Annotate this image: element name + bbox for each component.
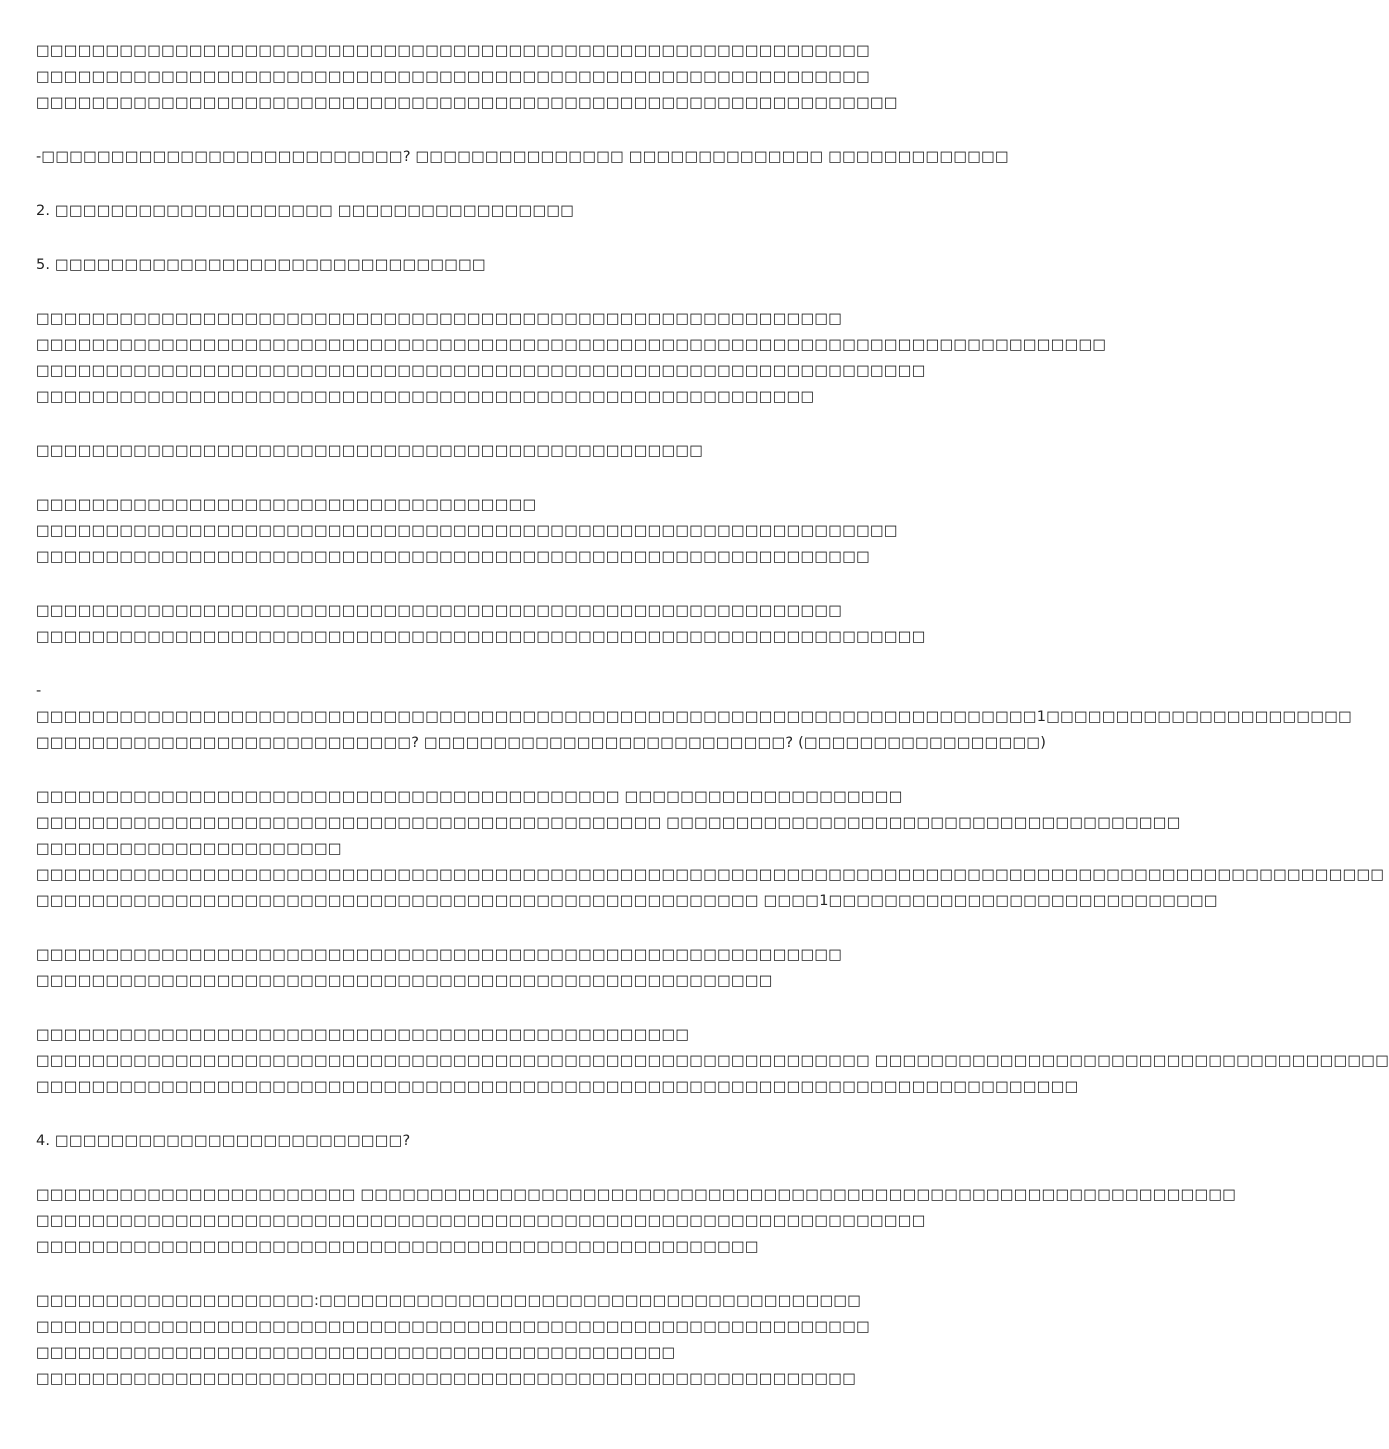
- text-line: □□□□□□□□□□□□□□□□□□□□□□: [36, 841, 342, 857]
- text-line: □□□□□□□□□□□□□□□□□□□□□□□□□□□□□□□□□□□□□□□□□□ □□□□□□□□□□□□□□□□□□□□: [36, 789, 903, 805]
- text-line: □□□□□□□□□□□□□□□□□□□□□□□□□□□□□□□□□□□□□□□□□□□□□□□□□□□□□□□□□□□□□□□□: [36, 1213, 926, 1229]
- text-line: □□□□□□□□□□□□□□□□□□□□□□□□□□□□□□□□□□□□□□□□□□□□□ □□□□□□□□□□□□□□□□□□□□□□□□□□□□□□□□□□□□□: [36, 815, 1181, 831]
- text-line: 5. □□□□□□□□□□□□□□□□□□□□□□□□□□□□□□□: [36, 257, 486, 273]
- text-line: □□□□□□□□□□□□□□□□□□□□□□□□□□□□□□□□□□□□□□□□□□□□□□: [36, 1345, 676, 1361]
- text-line: 4. □□□□□□□□□□□□□□□□□□□□□□□□□?: [36, 1133, 411, 1149]
- text-line: □□□□□□□□□□□□□□□□□□□□□□□□□□□□□□□□□□□□□□□□□□□□□□□□□□□□ □□□□1□□□□□□□□□□□□□□□□□□□□□□□□□□□□: [36, 893, 1218, 909]
- paragraph: [36, 198, 988, 224]
- text-line: □□□□□□□□□□□□□□□□□□□□□□□□□□□□□□□□□□□□□□□□□□□□□□□□□□□□□□□□□□□□ □□□□□□□□□□□□□□□□□□□□□□□□□□□□□□□□□□□□□: [36, 1053, 1389, 1069]
- paragraph: [36, 252, 988, 278]
- paragraph: [36, 784, 1385, 914]
- paragraph: [36, 1022, 1389, 1100]
- text-line: □□□□□□□□□□□□□□□□□□□□□□□□□□□□□□□□□□□□□□□□□□□□□□□: [36, 1027, 690, 1043]
- text-line: □□□□□□□□□□□□□□□□□□□□□□□□□□□□□□□□□□□□□□□□□□□□□□□□□□□□□□□□□□: [36, 603, 843, 619]
- text-line: □□□□□□□□□□□□□□□□□□□□□□□ □□□□□□□□□□□□□□□□□□□□□□□□□□□□□□□□□□□□□□□□□□□□□□□□□□□□□□□□□□□□□□□: [36, 1187, 1237, 1203]
- text-line: □□□□□□□□□□□□□□□□□□□□□□□□□□□□□□□□□□□□□□□□□□□□□□□□: [36, 443, 704, 459]
- text-line: □□□□□□□□□□□□□□□□□□□□□□□□□□□□□□□□□□□□□□□□□□□□□□□□□□□□: [36, 1239, 759, 1255]
- paragraph: [36, 1182, 1237, 1260]
- text-line: □□□□□□□□□□□□□□□□□□□□□□□□□□□□□□□□□□□□□□□□□□□□□□□□□□□□□□□□□□□□□□: [36, 95, 898, 111]
- text-line: □□□□□□□□□□□□□□□□□□□□□□□□□□□□□□□□□□□□: [36, 497, 537, 513]
- paragraph: [36, 678, 1353, 756]
- text-line: □□□□□□□□□□□□□□□□□□□□□□□□□□□□□□□□□□□□□□□□□□□□□□□□□□□□□□□□□□□□: [36, 69, 870, 85]
- paragraph: [36, 1128, 988, 1154]
- text-line: □□□□□□□□□□□□□□□□□□□□:□□□□□□□□□□□□□□□□□□□□□□□□□□□□□□□□□□□□□□□: [36, 1293, 862, 1309]
- text-line: □□□□□□□□□□□□□□□□□□□□□□□□□□□□□□□□□□□□□□□□□□□□□□□□□□□□□□□□□□□□□□□□□□□□□□□□□□□: [36, 1079, 1079, 1095]
- text-line: □□□□□□□□□□□□□□□□□□□□□□□□□□□□□□□□□□□□□□□□□□□□□□□□□□□□□□□□□□□□: [36, 1319, 870, 1335]
- text-line: □□□□□□□□□□□□□□□□□□□□□□□□□□□□□□□□□□□□□□□□□□□□□□□□□□□□□□□□□□□□: [36, 43, 870, 59]
- text-line: □□□□□□□□□□□□□□□□□□□□□□□□□□□□□□□□□□□□□□□□□□□□□□□□□□□□□□□□□□□: [36, 1371, 857, 1387]
- text-line: □□□□□□□□□□□□□□□□□□□□□□□□□□□□□□□□□□□□□□□□□□□□□□□□□□□□□□□□: [36, 389, 815, 405]
- paragraph: [36, 942, 988, 994]
- text-line: -□□□□□□□□□□□□□□□□□□□□□□□□□□? □□□□□□□□□□□□□□□ □□□□□□□□□□□□□□ □□□□□□□□□□□□□: [36, 149, 1009, 165]
- text-line: □□□□□□□□□□□□□□□□□□□□□□□□□□□□□□□□□□□□□□□□□□□□□□□□□□□□□□□□□□: [36, 947, 843, 963]
- paragraph: [36, 144, 1009, 170]
- text-line: □□□□□□□□□□□□□□□□□□□□□□□□□□□□□□□□□□□□□□□□□□□□□□□□□□□□□□□□□□□□□□□□: [36, 629, 926, 645]
- paragraph: [36, 492, 988, 570]
- text-line: □□□□□□□□□□□□□□□□□□□□□□□□□□□□□□□□□□□□□□□□□□□□□□□□□□□□□□□□□□: [36, 311, 843, 327]
- text-line: □□□□□□□□□□□□□□□□□□□□□□□□□□□□□□□□□□□□□□□□□□□□□□□□□□□□□: [36, 973, 773, 989]
- text-line: -: [36, 683, 42, 699]
- text-line: □□□□□□□□□□□□□□□□□□□□□□□□□□□□□□□□□□□□□□□□□□□□□□□□□□□□□□□□□□□□□□□□: [36, 363, 926, 379]
- paragraph: [36, 38, 988, 116]
- paragraph: [36, 1288, 988, 1392]
- text-line: □□□□□□□□□□□□□□□□□□□□□□□□□□□□□□□□□□□□□□□□□□□□□□□□□□□□□□□□□□□□□□: [36, 523, 898, 539]
- text-line: □□□□□□□□□□□□□□□□□□□□□□□□□□□□□□□□□□□□□□□□□□□□□□□□□□□□□□□□□□□□□□□□□□□□□□□□1□□□□□□□□□□□□□□□□□□□□□□: [36, 709, 1353, 725]
- text-line: 2. □□□□□□□□□□□□□□□□□□□□ □□□□□□□□□□□□□□□□□: [36, 203, 575, 219]
- text-line: □□□□□□□□□□□□□□□□□□□□□□□□□□□□□□□□□□□□□□□□□□□□□□□□□□□□□□□□□□□□: [36, 549, 870, 565]
- text-line: □□□□□□□□□□□□□□□□□□□□□□□□□□□? □□□□□□□□□□□□□□□□□□□□□□□□□□? (□□□□□□□□□□□□□□□□□): [36, 735, 1047, 751]
- paragraph: [36, 438, 988, 464]
- paragraph: [36, 598, 988, 650]
- text-line: □□□□□□□□□□□□□□□□□□□□□□□□□□□□□□□□□□□□□□□□□□□□□□□□□□□□□□□□□□□□□□□□□□□□□□□□□□□□□: [36, 337, 1107, 353]
- paragraph: [36, 306, 1107, 410]
- text-line: □□□□□□□□□□□□□□□□□□□□□□□□□□□□□□□□□□□□□□□□□□□□□□□□□□□□□□□□□□□□□□□□□□□□□□□□□□□□□□□□□□□□□□□□□□□□□□□□□: [36, 867, 1385, 883]
